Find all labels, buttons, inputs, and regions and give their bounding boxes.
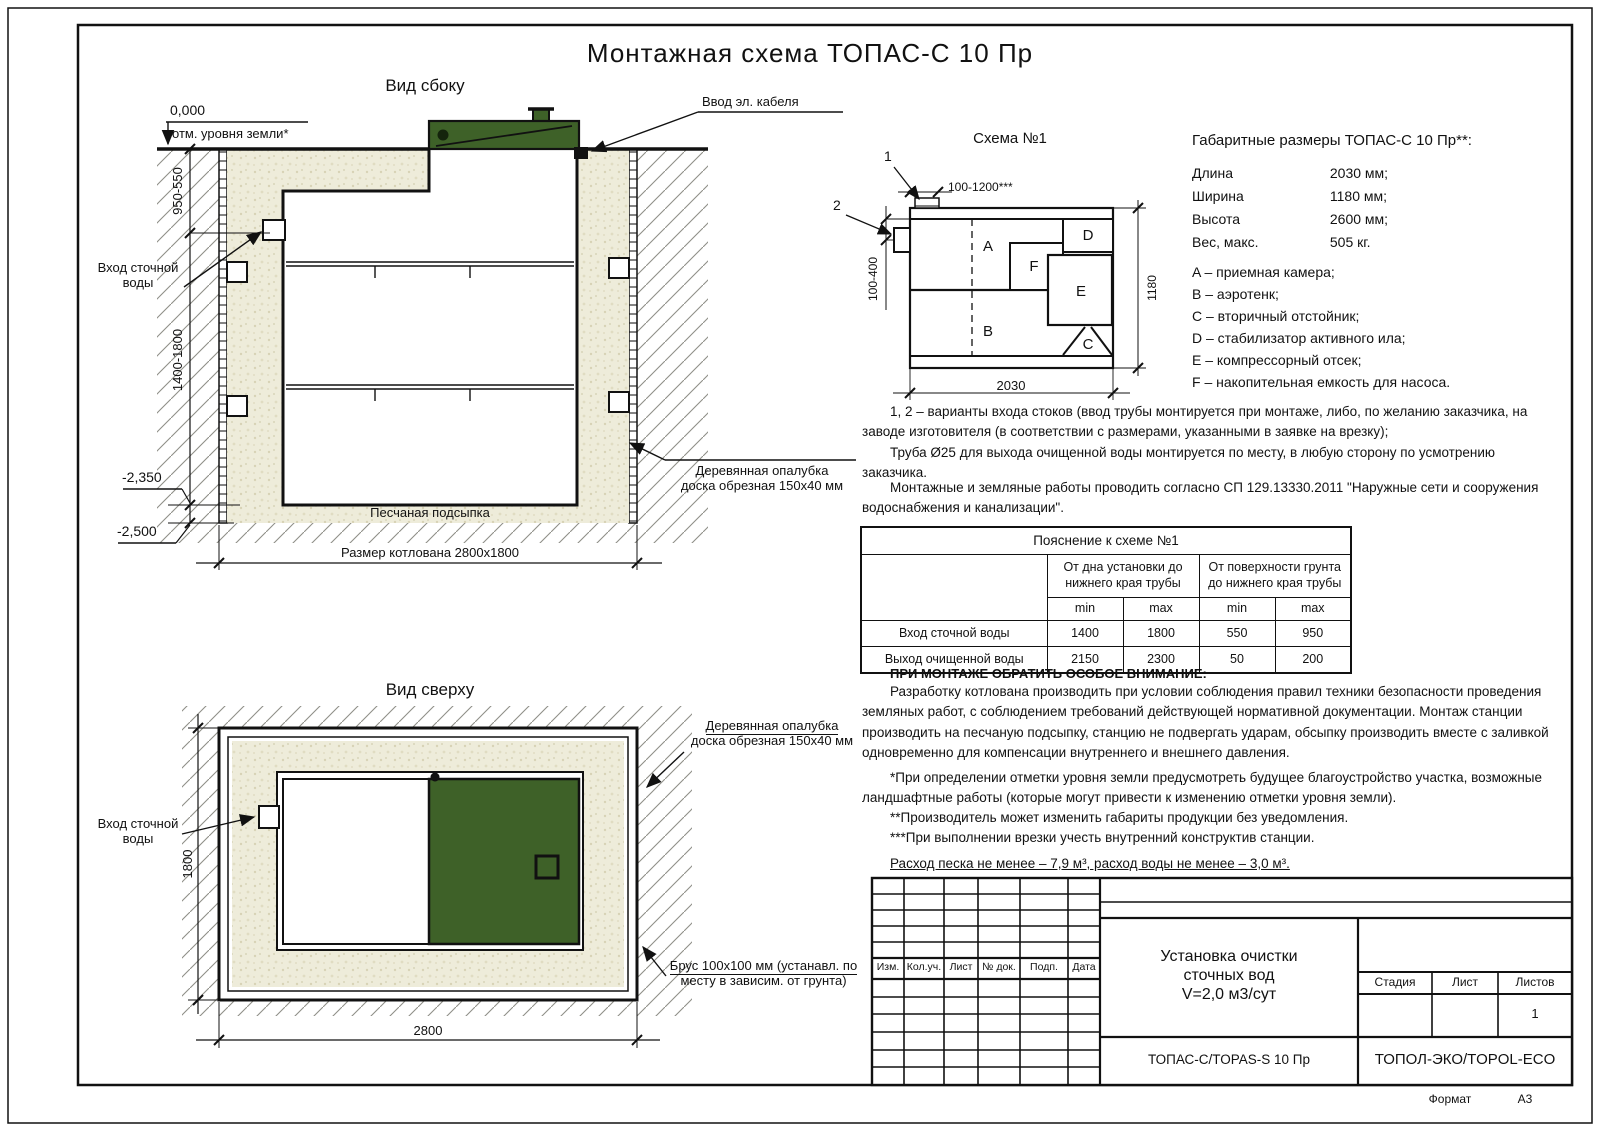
table-min-2: min: [1199, 598, 1275, 621]
dim-value-height: 2600 мм;: [1329, 211, 1389, 227]
dim-value-length: 2030 мм;: [1329, 165, 1389, 181]
table-max-2: max: [1275, 598, 1351, 621]
table-row-label: Выход очищенной воды: [861, 647, 1047, 674]
table-max-1: max: [1123, 598, 1199, 621]
sheet-title: Монтажная схема ТОПАС-С 10 Пр: [586, 38, 1034, 68]
dim-value-weight: 505 кг.: [1329, 234, 1371, 250]
inlet-label-side: [88, 260, 188, 291]
compartment-d: D: [1082, 227, 1094, 244]
beam-label: [656, 958, 871, 989]
side-view-drawing: [118, 109, 856, 570]
formwork-label-side-l1: Деревянная опалубка: [695, 463, 829, 478]
sand-bed-label: Песчаная подсыпка: [370, 505, 490, 520]
attention-note-1: *При определении отметки уровня земли предусмотреть будущее благоустройство участка, возможные ландшафтные работы (которые могут привести к изменению отметки уровня земли).: [862, 770, 1543, 806]
stage-header: Стадия: [1374, 975, 1416, 989]
zero-mark-label: 0,000: [170, 102, 206, 118]
dim-row-width: [1192, 188, 1387, 205]
mark-2350: -2,350: [122, 469, 162, 485]
legend-d: D – стабилизатор активного ила;: [1192, 330, 1406, 346]
rev-header-izm: Изм.: [876, 961, 900, 973]
company-name: ТОПОЛ-ЭКО/TOPOL-ECO: [1374, 1051, 1556, 1068]
legend-b: B – аэротенк;: [1192, 286, 1279, 302]
table-colgroup-1: От дна установки до нижнего края трубы: [1047, 555, 1199, 598]
doc-title-l1: Установка очистки: [1160, 948, 1298, 965]
sheets-value: 1: [1531, 1006, 1539, 1021]
table-title: Пояснение к схеме №1: [861, 527, 1351, 555]
doc-title: [1102, 948, 1356, 1005]
rev-header-podp: Подп.: [1030, 961, 1058, 973]
rev-header-ndok: № док.: [982, 961, 1016, 973]
inlet-label-top: [88, 816, 188, 847]
compartment-f: F: [1029, 258, 1039, 275]
schema-marker-2: 2: [833, 197, 841, 213]
table-cell: 200: [1275, 647, 1351, 674]
side-view-title: Вид сбоку: [385, 76, 465, 95]
schema-dim-1180: 1180: [1145, 275, 1159, 301]
cable-entry-label: Ввод эл. кабеля: [702, 94, 799, 109]
inlet-label-top-l2: воды: [122, 831, 154, 847]
top-view-title: Вид сверху: [385, 680, 475, 699]
model-designation: ТОПАС-С/TOPAS-S 10 Пр: [1147, 1052, 1311, 1067]
legend-f: F – накопительная емкость для насоса.: [1192, 374, 1451, 390]
dimensions-title: Габаритные размеры ТОПАС-С 10 Пр**:: [1192, 132, 1472, 149]
formwork-label-top-l1: Деревянная опалубка: [705, 718, 839, 733]
dim-950-550: 950-550: [170, 167, 185, 215]
dim-2800: 2800: [413, 1023, 443, 1038]
schema-dim-2030: 2030: [996, 378, 1026, 393]
note-sp: Монтажные и земляные работы проводить согласно СП 129.13330.2011 "Наружные сети и сооружения водоснабжения и канализации".: [862, 480, 1539, 516]
table-corner-cell: [861, 555, 1047, 621]
inlet-label-top-l1: Вход сточной: [97, 816, 179, 831]
schema-dim-left: 100-400: [866, 256, 880, 302]
table-min-1: min: [1047, 598, 1123, 621]
dim-label-weight: Вес, макс.: [1192, 234, 1259, 250]
attention-body: Разработку котлована производить при условии соблюдения правил техники безопасности проведения земляных работ, с соблюдением требований действующей нормативной документации. Монтаж станции производить на песчаную подсыпку, станцию не подвергать ударам, обсыпку производить вместе с заливкой одновременно для компенсации внутреннего и внешнего давления.: [862, 684, 1549, 760]
sheets-header: Листов: [1515, 975, 1555, 989]
dim-label-height: Высота: [1192, 211, 1241, 227]
note-pipe: Труба Ø25 для выхода очищенной воды монтируется по месту, в любую сторону по усмотрению заказчика.: [862, 445, 1496, 481]
attention-note-3: ***При выполнении врезки учесть внутренний конструктив станции.: [890, 830, 1315, 845]
formwork-label-top-l2: доска обрезная 150х40 мм: [690, 733, 854, 749]
doc-title-l2: сточных вод: [1183, 966, 1275, 984]
table-cell: 2150: [1047, 647, 1123, 674]
table-cell: 550: [1199, 621, 1275, 647]
format-label: Формат: [1428, 1092, 1472, 1106]
legend-a: A – приемная камера;: [1192, 264, 1335, 280]
note-variants: 1, 2 – варианты входа стоков (ввод трубы монтируется при монтаже, либо, по желанию заказчика, на заводе изготовителя (в соответствии с размерами, указанными в заявке на врезку);: [862, 404, 1528, 440]
attention-note-2: **Производитель может изменить габариты продукции без уведомления.: [890, 810, 1349, 825]
doc-title-l3: V=2,0 м3/сут: [1181, 985, 1277, 1003]
schema-title: Схема №1: [973, 130, 1047, 147]
compartment-b: B: [982, 323, 993, 340]
formwork-label-side-l2: доска обрезная 150х40 мм: [680, 478, 844, 494]
dim-value-width: 1180 мм;: [1329, 188, 1388, 204]
table-row: [861, 621, 1351, 647]
compartment-c: C: [1082, 336, 1094, 353]
table-cell: 50: [1199, 647, 1275, 674]
schema-drawing: [846, 167, 1146, 400]
rev-header-koluch: Кол.уч.: [906, 961, 942, 973]
dim-label-length: Длина: [1192, 165, 1233, 181]
beam-label-l2: месту в зависим. от грунта): [680, 973, 847, 989]
dim-1800: 1800: [180, 849, 195, 879]
rev-header-data: Дата: [1072, 961, 1096, 973]
dim-label-width: Ширина: [1192, 188, 1244, 204]
compartment-a: A: [982, 238, 993, 255]
mark-2500: -2,500: [117, 523, 157, 539]
schema-dim-top: 100-1200***: [948, 180, 1013, 194]
table-cell: 1800: [1123, 621, 1199, 647]
formwork-label-side: [662, 463, 862, 494]
dim-row-height: [1192, 211, 1388, 228]
table-cell: 950: [1275, 621, 1351, 647]
ground-level-note: отм. уровня земли*: [172, 126, 289, 141]
inlet-label-side-l2: воды: [122, 275, 154, 291]
inlet-label-side-l1: Вход сточной: [97, 260, 179, 275]
beam-label-l1: Брус 100х100 мм (устанавл. по: [669, 958, 858, 973]
top-view-drawing: [182, 706, 692, 1048]
legend-e: E – компрессорный отсек;: [1192, 352, 1362, 368]
formwork-label-top: [672, 718, 872, 749]
pit-size-label: Размер котлована 2800х1800: [340, 545, 520, 560]
dim-1400-1800: 1400-1800: [170, 328, 185, 392]
compartment-e: E: [1075, 283, 1086, 300]
explanation-table: [860, 526, 1352, 674]
table-colgroup-2: От поверхности грунта до нижнего края трубы: [1199, 555, 1351, 598]
table-cell: 2300: [1123, 647, 1199, 674]
table-cell: 1400: [1047, 621, 1123, 647]
consumption-note: Расход песка не менее – 7,9 м³, расход воды не менее – 3,0 м³.: [890, 856, 1290, 871]
rev-header-list: Лист: [949, 961, 973, 973]
format-value: А3: [1517, 1092, 1533, 1106]
table-row-label: Вход сточной воды: [861, 621, 1047, 647]
attention-heading: ПРИ МОНТАЖЕ ОБРАТИТЬ ОСОБОЕ ВНИМАНИЕ:: [890, 666, 1207, 681]
sheet-header: Лист: [1451, 975, 1479, 989]
schema-marker-1: 1: [884, 148, 892, 164]
dim-row-length: [1192, 165, 1388, 182]
legend-c: C – вторичный отстойник;: [1192, 308, 1360, 324]
dim-row-weight: [1192, 234, 1371, 251]
